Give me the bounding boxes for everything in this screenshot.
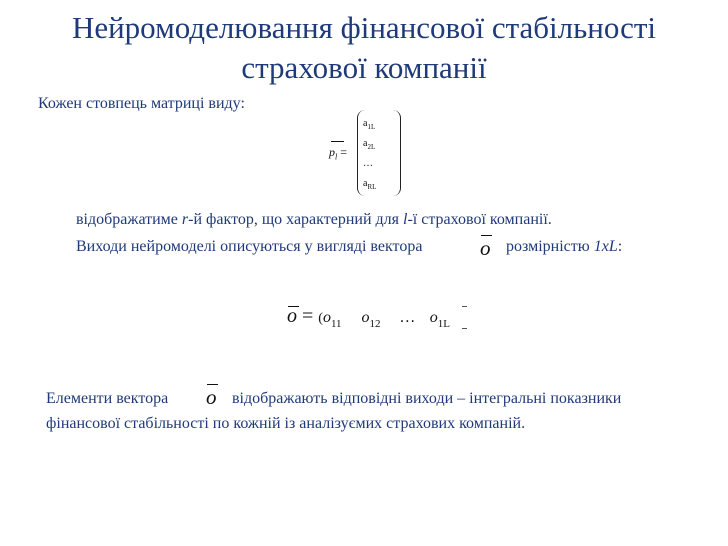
slide-title-line1: Нейромоделювання фінансової стабільності [71,10,657,45]
overline [207,384,218,385]
bracket-tick [462,328,467,329]
matrix-cell: $a_{1L}$ [363,118,376,131]
row-vector-equation: $o = (o_{11}$ $o_{12}$ … $o_{1L}$ [287,305,451,330]
overline [481,235,492,236]
vector-o-symbol: o [480,236,491,260]
matrix-cell: … [363,158,373,169]
vector-elements-text: Елементи вектора [46,390,169,407]
overline [331,141,344,142]
intro-text: Кожен стовпець матриці виду: [38,95,245,112]
overline [288,306,299,307]
matrix-cell: $a_{RL}$ [363,178,377,191]
slide-title-line2: страхової компанії [241,50,487,85]
vector-o-symbol: o [206,385,217,409]
vector-elements-text-cont: відображають відповідні виходи – інтегральні показники [232,390,622,407]
vector-elements-text-line2: фінансової стабільності по кожній із аналізуємих страхових компаній. [46,415,526,432]
slide-title [0,8,728,88]
dimension-text: розмірністю 1xL: [506,238,623,255]
bracket-tick [462,306,467,307]
factor-line: відображатиме r-й фактор, що характерний для l-ї страхової компанії. [76,211,552,228]
matrix-lhs: $p_l$ = [329,145,347,161]
output-line: Виходи нейромоделі описуються у вигляді вектора [76,238,423,255]
matrix-cell: $a_{2L}$ [363,138,376,151]
